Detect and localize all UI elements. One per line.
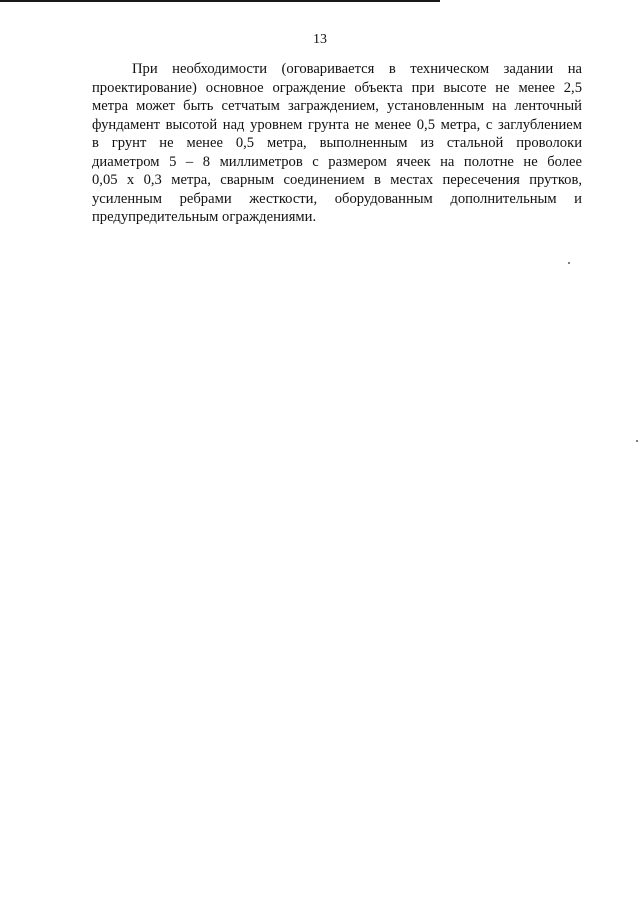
scan-speck (636, 440, 638, 442)
paragraph-line: проектирование) основное ограждение объекта при высоте не менее 2,5 (92, 79, 582, 96)
paragraph-line: 0,05 х 0,3 метра, сварным соединением в местах пересечения прутков, (92, 172, 582, 188)
paragraph-line: предупредительным ограждениями. (92, 209, 317, 225)
paragraph-line: усиленным ребрами жесткости, оборудованным дополнительным и (92, 190, 582, 207)
paragraph-line: метра может быть сетчатым заграждением, установленным на ленточный (92, 98, 582, 114)
scan-speck (568, 262, 570, 264)
scan-edge-artifact (0, 0, 440, 2)
body-paragraph (92, 60, 582, 227)
paragraph-line: фундамент высотой над уровнем грунта не менее 0,5 метра, с заглублением (92, 116, 582, 133)
paragraph-line: в грунт не менее 0,5 метра, выполненным из стальной проволоки (92, 135, 582, 151)
paragraph-line: диаметром 5 – 8 миллиметров с размером ячеек на полотне не более (92, 153, 582, 170)
paragraph-line: При необходимости (оговаривается в техническом задании на (132, 61, 582, 77)
page-number: 13 (313, 32, 327, 47)
